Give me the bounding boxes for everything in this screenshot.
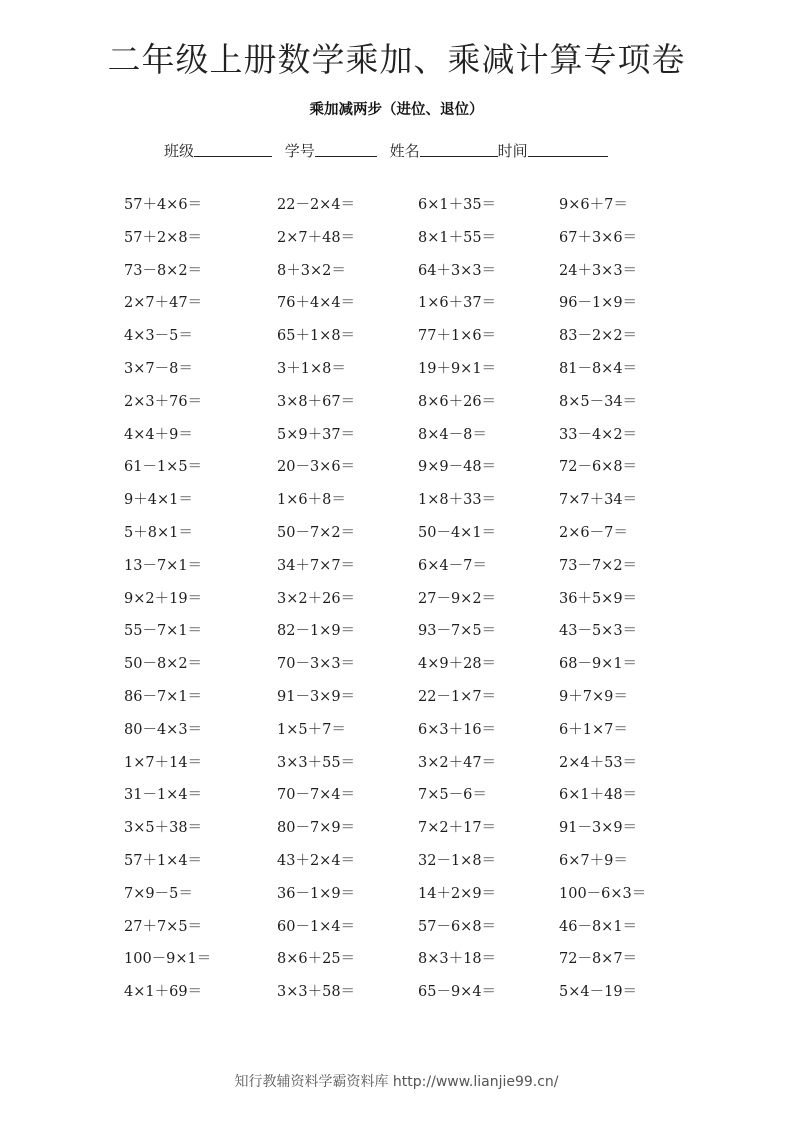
problem-item: 9＋4×1＝ [124,492,193,509]
problem-item: 7×9－5＝ [124,885,193,902]
problem-item: 6＋1×7＝ [559,721,628,738]
problem-grid [124,196,684,1016]
problem-item: 4×1＋69＝ [124,984,203,1001]
problem-item: 77＋1×6＝ [418,328,497,345]
problem-item: 61－1×5＝ [124,459,203,476]
problem-item: 2×7＋47＝ [124,295,203,312]
problem-item: 50－7×2＝ [277,524,356,541]
problem-item: 57＋4×6＝ [124,197,203,213]
problem-item: 4×3－5＝ [124,328,193,345]
problem-item: 46－8×1＝ [559,918,638,935]
problem-item: 76＋4×4＝ [277,295,356,312]
problem-item: 3×2＋26＝ [277,590,356,607]
problem-item: 3×2＋47＝ [418,754,497,771]
problem-item: 68－9×1＝ [559,656,638,673]
problem-item: 3×7－8＝ [124,360,193,377]
problem-item: 8＋3×2＝ [277,262,346,279]
problem-item: 3＋1×8＝ [277,360,346,377]
problem-item: 80－4×3＝ [124,721,203,738]
problem-item: 60－1×4＝ [277,918,356,935]
problem-item: 3×3＋58＝ [277,984,356,1001]
time-label: 时间 [497,142,528,160]
problem-item: 13－7×1＝ [124,557,203,574]
problem-item: 100－9×1＝ [124,951,212,968]
problem-item: 1×8＋33＝ [418,492,497,509]
time-blank [528,142,608,157]
problem-item: 57＋1×4＝ [124,852,203,869]
problem-item: 96－1×9＝ [559,295,638,312]
problem-item: 5×9＋37＝ [277,426,356,443]
problem-item: 36＋5×9＝ [559,590,638,607]
problem-item: 6×7＋9＝ [559,852,628,869]
problem-item: 36－1×9＝ [277,885,356,902]
problem-item: 8×6＋26＝ [418,393,497,410]
problem-item: 6×1＋48＝ [559,787,638,804]
problem-item: 22－2×4＝ [277,197,356,213]
problem-item: 3×3＋55＝ [277,754,356,771]
problem-item: 65＋1×8＝ [277,328,356,345]
problem-item: 34＋7×7＝ [277,557,356,574]
problem-item: 19＋9×1＝ [418,360,497,377]
problem-item: 9×2＋19＝ [124,590,203,607]
problem-item: 72－6×8＝ [559,459,638,476]
problem-item: 7×7＋34＝ [559,492,638,509]
problem-item: 9＋7×9＝ [559,688,628,705]
problem-item: 27－9×2＝ [418,590,497,607]
problem-item: 43－5×3＝ [559,623,638,640]
problem-item: 6×1＋35＝ [418,197,497,213]
problem-item: 70－3×3＝ [277,656,356,673]
problem-item: 73－7×2＝ [559,557,638,574]
problem-item: 4×9＋28＝ [418,656,497,673]
problem-item: 33－4×2＝ [559,426,638,443]
problem-item: 82－1×9＝ [277,623,356,640]
number-label: 学号 [284,142,315,160]
problem-item: 91－3×9＝ [559,820,638,837]
problem-item: 83－2×2＝ [559,328,638,345]
problem-item: 8×4－8＝ [418,426,487,443]
problem-item: 31－1×4＝ [124,787,203,804]
problem-item: 65－9×4＝ [418,984,497,1001]
problem-item: 67＋3×6＝ [559,229,638,246]
problem-item: 8×6＋25＝ [277,951,356,968]
problem-item: 2×4＋53＝ [559,754,638,771]
problem-item: 5＋8×1＝ [124,524,193,541]
problem-item: 50－4×1＝ [418,524,497,541]
class-label: 班级 [164,142,195,160]
student-info-line [164,140,608,161]
problem-item: 22－1×7＝ [418,688,497,705]
problem-item: 81－8×4＝ [559,360,638,377]
problem-item: 86－7×1＝ [124,688,203,705]
problem-item: 6×3＋16＝ [418,721,497,738]
problem-item: 91－3×9＝ [277,688,356,705]
footer-source: 知行教辅资料学霸资料库 http://www.lianjie99.cn/ [234,1074,559,1090]
problem-item: 72－8×7＝ [559,951,638,968]
problem-item: 8×5－34＝ [559,393,638,410]
name-blank [420,142,498,157]
problem-item: 80－7×9＝ [277,820,356,837]
problem-item: 1×6＋8＝ [277,492,346,509]
problem-item: 93－7×5＝ [418,623,497,640]
problem-item: 32－1×8＝ [418,852,497,869]
problem-item: 55－7×1＝ [124,623,203,640]
problem-item: 24＋3×3＝ [559,262,638,279]
problem-item: 9×9－48＝ [418,459,497,476]
problem-item: 4×4＋9＝ [124,426,193,443]
problem-item: 6×4－7＝ [418,557,487,574]
problem-item: 1×5＋7＝ [277,721,346,738]
problem-item: 8×1＋55＝ [418,229,497,246]
problem-item: 73－8×2＝ [124,262,203,279]
problem-item: 9×6＋7＝ [559,197,628,213]
class-blank [194,142,272,157]
worksheet-subtitle: 乘加减两步（进位、退位） [309,102,484,118]
problem-item: 100－6×3＝ [559,885,647,902]
name-label: 姓名 [389,142,420,160]
page-title: 二年级上册数学乘加、乘减计算专项卷 [107,40,686,79]
problem-item: 43＋2×4＝ [277,852,356,869]
problem-item: 8×3＋18＝ [418,951,497,968]
problem-item: 2×3＋76＝ [124,393,203,410]
problem-item: 64＋3×3＝ [418,262,497,279]
problem-item: 14＋2×9＝ [418,885,497,902]
problem-item: 5×4－19＝ [559,984,638,1001]
problem-item: 57－6×8＝ [418,918,497,935]
problem-item: 27＋7×5＝ [124,918,203,935]
problem-item: 57＋2×8＝ [124,229,203,246]
problem-item: 2×7＋48＝ [277,229,356,246]
problem-item: 1×7＋14＝ [124,754,203,771]
problem-item: 3×8＋67＝ [277,393,356,410]
number-blank [315,142,377,157]
problem-item: 1×6＋37＝ [418,295,497,312]
problem-item: 50－8×2＝ [124,656,203,673]
problem-item: 7×5－6＝ [418,787,487,804]
problem-item: 20－3×6＝ [277,459,356,476]
problem-item: 7×2＋17＝ [418,820,497,837]
problem-item: 3×5＋38＝ [124,820,203,837]
problem-item: 70－7×4＝ [277,787,356,804]
problem-item: 2×6－7＝ [559,524,628,541]
